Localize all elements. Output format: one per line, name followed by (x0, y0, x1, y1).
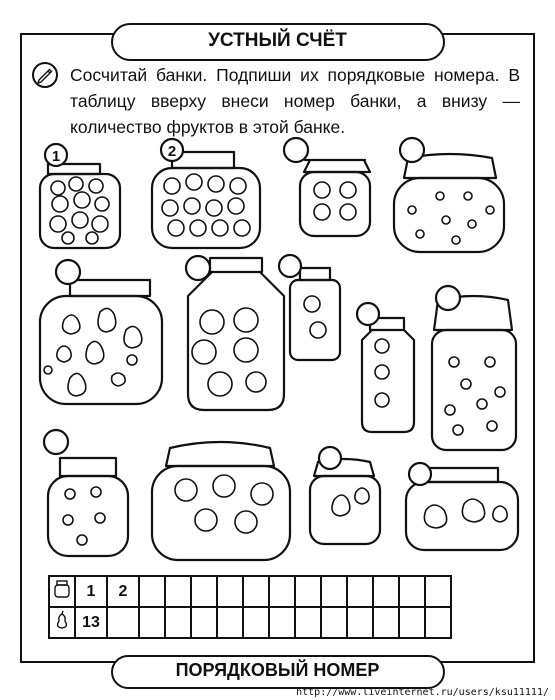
jar-3 (300, 160, 370, 236)
jar-2-label: 2 (167, 143, 177, 160)
table-cell[interactable] (347, 576, 373, 607)
jar-8 (362, 318, 414, 432)
table-cell[interactable] (269, 607, 295, 638)
jar-1-label: 1 (51, 148, 61, 165)
jar-6 (188, 258, 284, 410)
table-cell[interactable] (217, 576, 243, 607)
table-cell[interactable] (165, 576, 191, 607)
table-cell[interactable] (107, 607, 139, 638)
jar-10-number-circle (44, 430, 68, 454)
footer-title: ПОРЯДКОВЫЙ НОМЕР (111, 655, 445, 689)
jar-7-number-circle (279, 255, 301, 277)
table-cell[interactable] (139, 607, 165, 638)
table-row-jar-numbers (49, 576, 451, 607)
jar-7 (290, 268, 340, 360)
table-cell[interactable] (321, 576, 347, 607)
jar-13-number-circle (409, 463, 431, 485)
table-cell[interactable] (217, 607, 243, 638)
table-cell[interactable] (321, 607, 347, 638)
table-cell[interactable] (373, 576, 399, 607)
table-cell[interactable] (243, 576, 269, 607)
jar-1 (40, 164, 120, 248)
table-cell[interactable]: 1 (75, 576, 107, 607)
jar-5-number-circle (56, 260, 80, 284)
jar-10 (48, 458, 128, 556)
jar-icon (49, 576, 75, 607)
table-cell[interactable] (399, 576, 425, 607)
table-cell[interactable] (165, 607, 191, 638)
page-title: УСТНЫЙ СЧЁТ (111, 23, 445, 61)
table-cell[interactable] (191, 576, 217, 607)
jar-12 (310, 459, 380, 544)
table-cell[interactable] (373, 607, 399, 638)
jar-9 (432, 296, 516, 450)
jar-4 (394, 154, 504, 252)
table-cell[interactable] (347, 607, 373, 638)
table-cell[interactable] (269, 576, 295, 607)
table-cell[interactable] (243, 607, 269, 638)
table-cell[interactable] (191, 607, 217, 638)
pear-icon (49, 607, 75, 638)
table-cell[interactable] (295, 607, 321, 638)
answer-table (48, 575, 452, 639)
jar-11 (152, 442, 290, 560)
jar-12-number-circle (319, 447, 341, 469)
table-cell[interactable] (295, 576, 321, 607)
jar-9-number-circle (436, 286, 460, 310)
table-cell[interactable] (425, 607, 451, 638)
table-cell[interactable]: 2 (107, 576, 139, 607)
watermark-url: http://www.liveinternet.ru/users/ksu11111/ (296, 687, 549, 698)
jar-2 (152, 152, 260, 248)
jar-3-number-circle (284, 138, 308, 162)
jar-5 (40, 280, 162, 404)
table-cell[interactable] (399, 607, 425, 638)
table-cell[interactable] (425, 576, 451, 607)
table-cell[interactable] (139, 576, 165, 607)
table-cell[interactable]: 13 (75, 607, 107, 638)
jar-4-number-circle (400, 138, 424, 162)
table-row-fruit-counts (49, 607, 451, 638)
jar-8-number-circle (357, 303, 379, 325)
jar-6-number-circle (186, 256, 210, 280)
task-instruction: Сосчитай банки. Подпиши их порядковые номера. В таблицу вверху внеси номер банки, а внизу — количество фруктов в этой банке. (70, 65, 520, 137)
